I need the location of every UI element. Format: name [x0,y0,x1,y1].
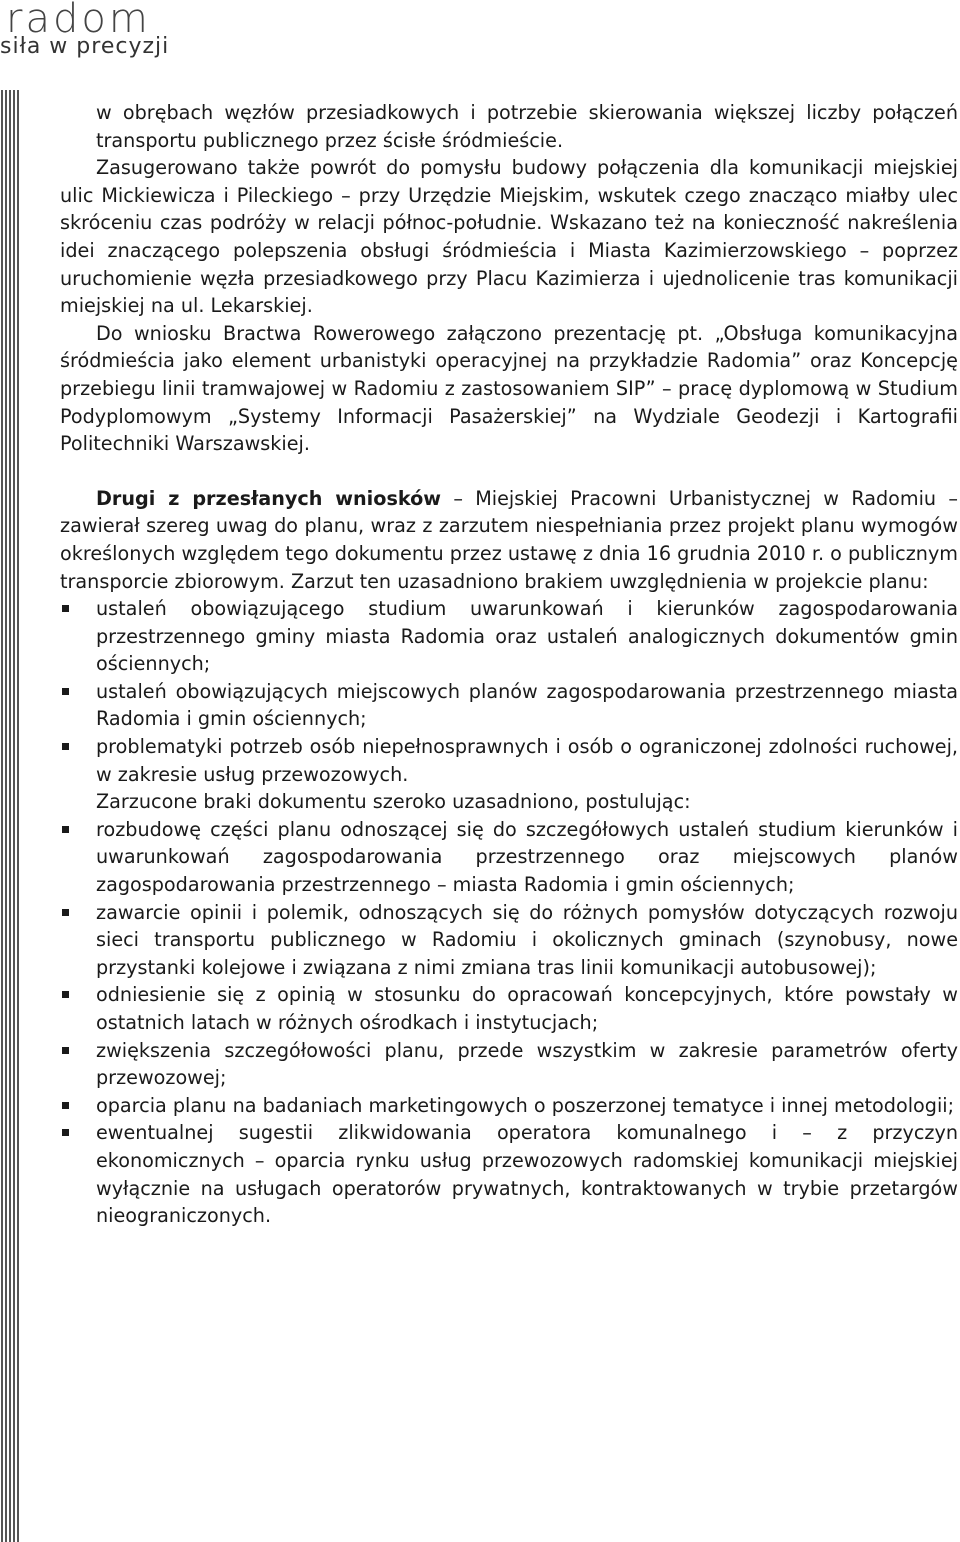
list-item-text: ustaleń obowiązujących miejscowych planów zagospodarowania przestrzennego miasta Radomia i gmin ościennych; [96,679,958,731]
paragraph-gap [60,458,958,485]
list-item-text: problematyki potrzeb osób niepełnosprawnych i osób o ograniczonej zdolności ruchowej, w zakresie usług przewozowych. [96,735,958,786]
list-item [60,899,958,982]
list-item [60,816,958,899]
logo-tagline: siła w precyzji [0,34,170,59]
list-item [60,1092,958,1120]
paragraph-1: w obrębach węzłów przesiadkowych i potrzebie skierowania większej liczby połączeń transportu publicznego przez ścisłe śródmieście. [96,101,958,152]
list-missing-elements [60,595,958,788]
list-item-text: odniesienie się z opinią w stosunku do opracowań koncepcyjnych, które powstały w ostatnich latach w różnych ośrodkach i instytucjach; [96,983,958,1034]
list-item [60,733,958,788]
square-bullet-icon [62,991,69,998]
list-item-text: rozbudowę części planu odnoszącej się do szczegółowych ustaleń studium kierunków i uwarunkowań zagospodarowania przestrzennego oraz miejscowych planów zagospodarowania przestrzennego – miasta Radomia i gmin ościennych; [96,817,958,897]
list-item [60,595,958,678]
square-bullet-icon [62,1129,69,1136]
list-item-text: ustaleń obowiązującego studium uwarunkowań i kierunków zagospodarowania przestrzennego gminy miasta Radomia oraz ustaleń analogicznych dokumentów gmin ościennych; [96,597,958,676]
decorative-side-lines [0,90,22,1542]
paragraph-3: Do wniosku Bractwa Rowerowego załączono prezentację pt. „Obsługa komunikacyjna śródmieścia jako element urbanistyki operacyjnej na przykładzie Radomia” oraz Koncepcję przebiegu linii tramwajowej w Radomiu z zastosowaniem SIP” – pracę dyplomową w Studium Podyplomowym „Systemy Informacji Pasażerskiej” na Wydziale Geodezji i Kartografii Politechniki Warszawskiej. [60,321,958,456]
list-item-text: zawarcie opinii i polemik, odnoszących się do różnych pomysłów dotyczących rozwoju sieci transportu publicznego w Radomiu i okolicznych gminach (szynobusy, nowe przystanki kolejowe i związana z nimi zmiana tras linii komunikacji autobusowej); [96,900,958,979]
square-bullet-icon [62,826,69,833]
document-body [60,99,958,1230]
radom-logo [0,0,200,70]
square-bullet-icon [62,1102,69,1109]
list-item-text: oparcia planu na badaniach marketingowych o poszerzonej tematyce i innej metodologii; [96,1093,955,1117]
square-bullet-icon [62,1047,69,1054]
paragraph-4 [60,485,958,595]
list-item [60,678,958,733]
paragraph-4-lead: Drugi z przesłanych wniosków [96,486,442,510]
square-bullet-icon [62,909,69,916]
paragraph-5: Zarzucone braki dokumentu szeroko uzasadniono, postulując: [96,790,691,814]
paragraph-4-text: – Miejskiej Pracowni Urbanistycznej w Radomiu – zawierał szereg uwag do planu, wraz z zarzutem niespełniania przez projekt planu wymogów określonych względem tego dokumentu przez ustawę z dnia 16 grudnia 2010 r. o publicznym transporcie zbiorowym. Zarzut ten uzasadniono brakiem uwzględnienia w projekcie planu: [60,486,958,593]
logo-wordmark: radom [6,0,151,42]
square-bullet-icon [62,688,69,695]
paragraph-2: Zasugerowano także powrót do pomysłu budowy połączenia dla komunikacji miejskiej ulic Mickiewicza i Pileckiego – przy Urzędzie Miejskim, wskutek czego znacząco miałby ulec skróceniu czas podróży w relacji północ-południe. Wskazano też na konieczność nakreślenia idei znaczącego polepszenia obsługi śródmieścia i Miasta Kazimierzowskiego – poprzez uruchomienie węzła przesiadkowego przy Placu Kazimierza i ujednolicenie tras komunikacji miejskiej na ul. Lekarskiej. [60,156,958,318]
list-item-text: zwiększenia szczegółowości planu, przede wszystkim w zakresie parametrów oferty przewozowej; [96,1038,958,1090]
list-item-text: ewentualnej sugestii zlikwidowania operatora komunalnego i – z przyczyn ekonomicznych – oparcia rynku usług przewozowych radomskiej komunikacji miejskiej wyłącznie na usługach operatorów prywatnych, kontraktowanych w trybie przetargów nieograniczonych. [96,1121,958,1228]
list-postulates [60,816,958,1230]
square-bullet-icon [62,605,69,612]
list-item [60,1037,958,1092]
list-item [60,981,958,1036]
square-bullet-icon [62,743,69,750]
list-item [60,1119,958,1229]
